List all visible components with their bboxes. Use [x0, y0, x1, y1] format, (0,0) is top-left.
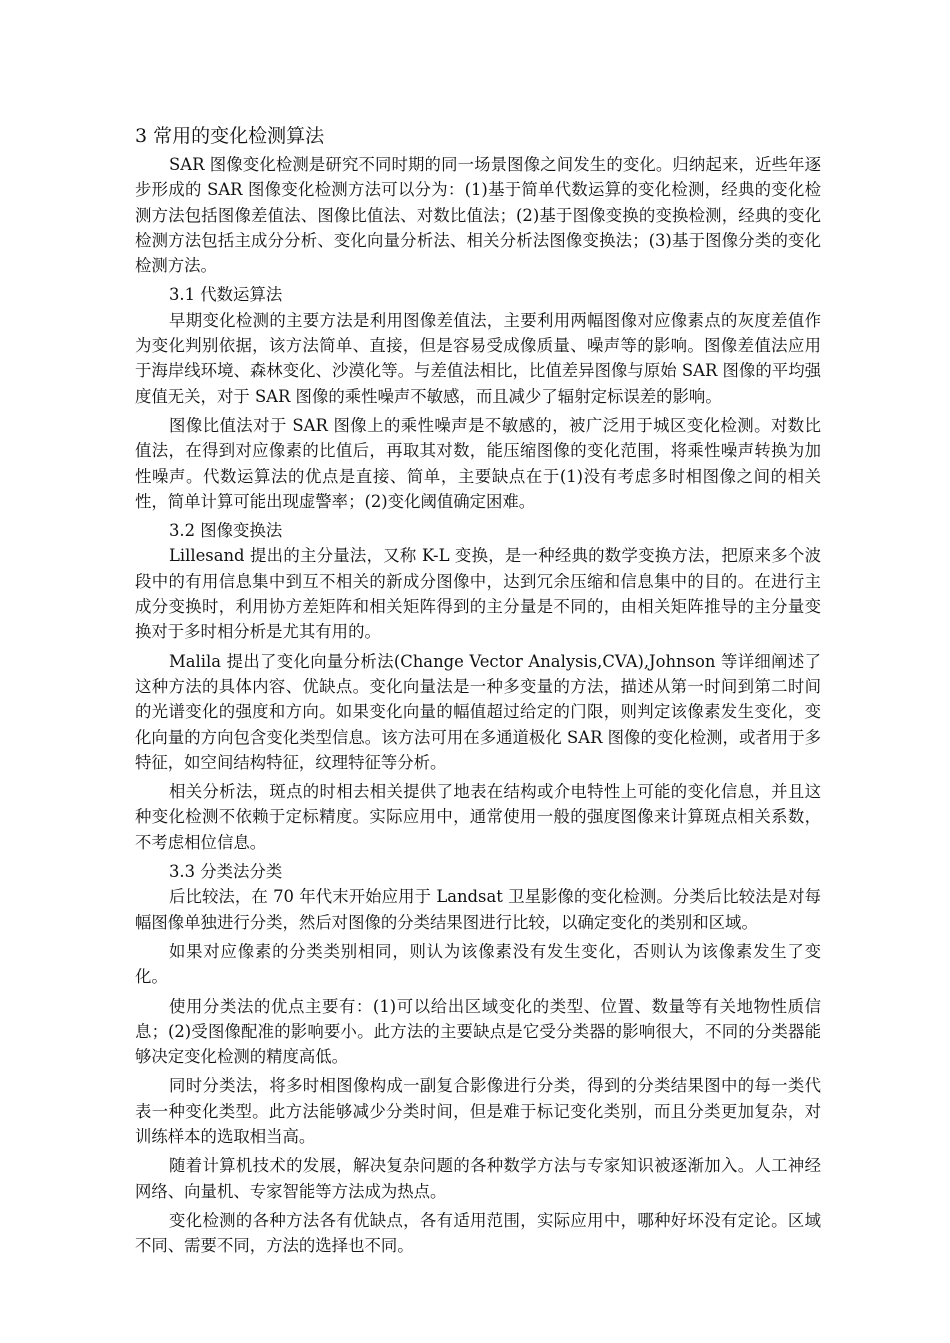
paragraph: 相关分析法，斑点的时相去相关提供了地表在结构或介电特性上可能的变化信息，并且这种变化检测不依赖于定标精度。实际应用中，通常使用一般的强度图像来计算斑点相关系数，不考虑相位信息。: [135, 782, 821, 852]
paragraph: Lillesand 提出的主分量法，又称 K-L 变换，是一种经典的数学变换方法，把原来多个波段中的有用信息集中到互不相关的新成分图像中，达到冗余压缩和信息集中的目的。在进行主成分变换时，利用协方差矩阵和相关矩阵得到的主分量是不同的，由相关矩阵推导的主分量变换对于多时相分析是尤其有用的。: [135, 546, 821, 642]
section-title: 3 常用的变化检测算法: [135, 125, 325, 147]
paragraph: Malila 提出了变化向量分析法(Change Vector Analysis,CVA),Johnson 等详细阐述了这种方法的具体内容、优缺点。变化向量法是一种多变量的方法，描述从第一时间到第二时间的光谱变化的强度和方向。如果变化向量的幅值超过给定的门限，则判定该像素发生变化，变化向量的方向包含变化类型信息。该方法可用在多通道极化 SAR 图像的变化检测，或者用于多特征，如空间结构特征，纹理特征等分析。: [135, 651, 821, 772]
paragraph: 随着计算机技术的发展，解决复杂问题的各种数学方法与专家知识被逐渐加入。人工神经网络、向量机、专家智能等方法成为热点。: [135, 1156, 821, 1201]
paragraph: 早期变化检测的主要方法是利用图像差值法，主要利用两幅图像对应像素点的灰度差值作为变化判别依据，该方法简单、直接，但是容易受成像质量、噪声等的影响。图像差值法应用于海岸线环境、森林变化、沙漠化等。与差值法相比，比值差异图像与原始 SAR 图像的平均强度值无关，对于 SAR 图像的乘性噪声不敏感，而且减少了辐射定标误差的影响。: [135, 310, 821, 406]
paragraph: 后比较法，在 70 年代末开始应用于 Landsat 卫星影像的变化检测。分类后比较法是对每幅图像单独进行分类，然后对图像的分类结果图进行比较，以确定变化的类别和区域。: [135, 887, 821, 932]
paragraph: 如果对应像素的分类类别相同，则认为该像素没有发生变化，否则认为该像素发生了变化。: [135, 941, 821, 987]
paragraph: 使用分类法的优点主要有：(1)可以给出区域变化的类型、位置、数量等有关地物性质信息；(2)受图像配准的影响要小。此方法的主要缺点是它受分类器的影响很大，不同的分类器能够决定变化检测的精度高低。: [135, 996, 821, 1067]
subsection-title-algebra: 3.1 代数运算法: [169, 285, 283, 305]
subsection-title-classification: 3.3 分类法分类: [169, 862, 283, 882]
paragraph: 图像比值法对于 SAR 图像上的乘性噪声是不敏感的，被广泛用于城区变化检测。对数比值法，在得到对应像素的比值后，再取其对数，能压缩图像的变化范围，将乘性噪声转换为加性噪声。代数运算法的优点是直接、简单，主要缺点在于(1)没有考虑多时相图像之间的相关性，简单计算可能出现虚警率；(2)变化阈值确定困难。: [135, 415, 821, 511]
subsection-title-transform: 3.2 图像变换法: [169, 521, 283, 541]
document-page: [135, 122, 821, 1262]
paragraph: 变化检测的各种方法各有优缺点，各有适用范围，实际应用中，哪种好坏没有定论。区域不同、需要不同，方法的选择也不同。: [135, 1210, 821, 1256]
paragraph: 同时分类法，将多时相图像构成一副复合影像进行分类，得到的分类结果图中的每一类代表一种变化类型。此方法能够减少分类时间，但是难于标记变化类别，而且分类更加复杂，对训练样本的选取相当高。: [135, 1076, 821, 1146]
intro-paragraph: SAR 图像变化检测是研究不同时期的同一场景图像之间发生的变化。归纳起来，近些年逐步形成的 SAR 图像变化检测方法可以分为：(1)基于简单代数运算的变化检测，经典的变化检测方法包括图像差值法、图像比值法、对数比值法；(2)基于图像变换的变换检测，经典的变化检测方法包括主成分分析、变化向量分析法、相关分析法图像变换法；(3)基于图像分类的变化检测方法。: [135, 155, 821, 276]
